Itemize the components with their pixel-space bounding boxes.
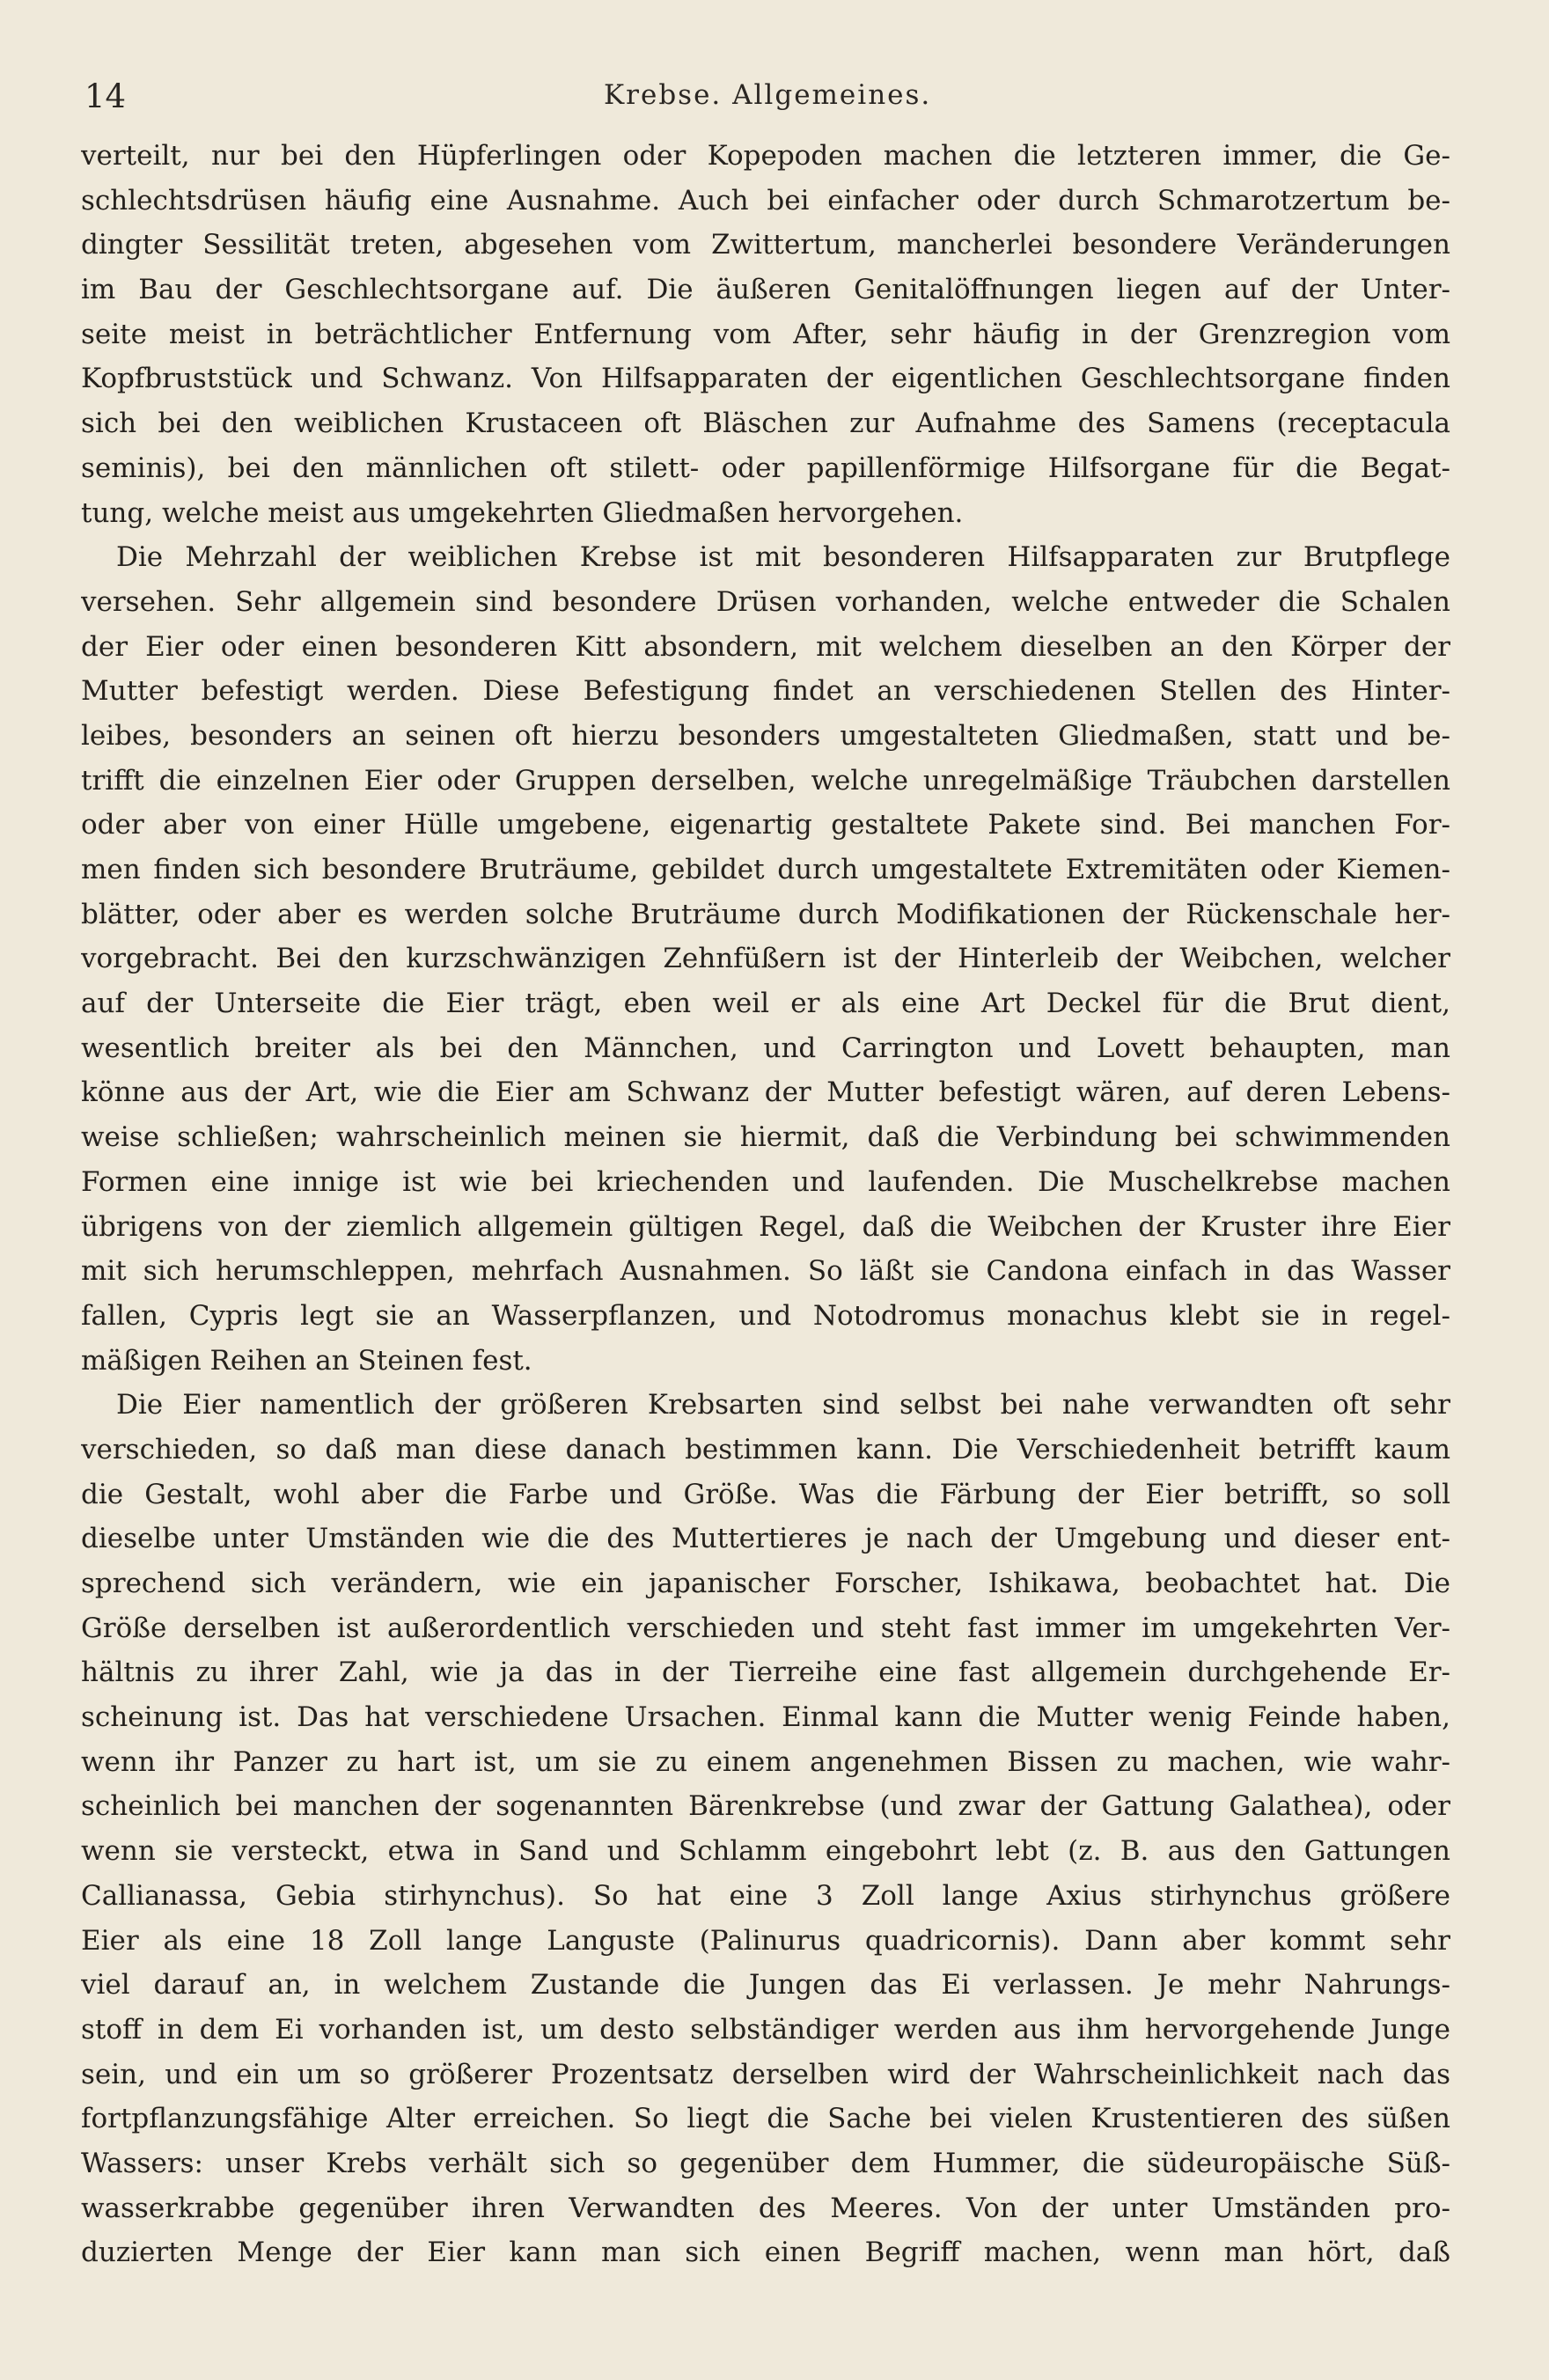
text-line: seite meist in beträchtlicher Entfernung vom After, sehr häufig in der Grenzregion vom (81, 318, 1450, 350)
text-line: sich bei den weiblichen Krustaceen oft Bläschen zur Aufnahme des Samens (receptacula (81, 408, 1450, 440)
text-line: duzierten Menge der Eier kann man sich einen Begriff machen, wenn man hört, daß (81, 2237, 1450, 2269)
paragraph (81, 1383, 1450, 2275)
text-line: der Eier oder einen besonderen Kitt absondern, mit welchem dieselben an den Körper der (81, 630, 1450, 663)
text-line: Mutter befestigt werden. Diese Befestigung findet an verschiedenen Stellen des Hinter- (81, 675, 1450, 708)
paragraph (81, 134, 1450, 535)
text-line: sein, und ein um so größerer Prozentsatz derselben wird der Wahrscheinlichkeit nach das (81, 2058, 1450, 2090)
text-line: blätter, oder aber es werden solche Bruträume durch Modifikationen der Rückenschale her- (81, 898, 1450, 930)
text-line: die Gestalt, wohl aber die Farbe und Größe. Was die Färbung der Eier betrifft, so soll (81, 1478, 1450, 1510)
text-line: sprechend sich verändern, wie ein japanischer Forscher, Ishikawa, beobachtet hat. Die (81, 1568, 1450, 1599)
text-line: weise schließen; wahrscheinlich meinen sie hiermit, daß die Verbindung bei schwimmenden (81, 1121, 1450, 1154)
text-line: viel darauf an, in welchem Zustande die Jungen das Ei verlassen. Je mehr Nahrungs- (81, 1969, 1450, 2002)
text-line: fallen, Cypris legt sie an Wasserpflanzen, und Notodromus monachus klebt sie in regel- (81, 1299, 1450, 1332)
text-line: Die Mehrzahl der weiblichen Krebse ist mit besonderen Hilfsapparaten zur Brutpflege (116, 541, 1450, 574)
page-header (84, 72, 1470, 125)
text-line: wesentlich breiter als bei den Männchen, und Carrington und Lovett behaupten, man (81, 1032, 1450, 1064)
text-line: oder aber von einer Hülle umgebene, eigenartig gestaltete Pakete sind. Bei manchen For- (81, 809, 1450, 841)
text-line: im Bau der Geschlechtsorgane auf. Die äußeren Genitalöffnungen liegen auf der Unter- (81, 274, 1450, 306)
running-head: Krebse. Allgemeines. (604, 79, 932, 111)
text-line: stoff in dem Ei vorhanden ist, um desto selbständiger werden aus ihm hervorgehende Junge (81, 2013, 1450, 2046)
text-line: Wassers: unser Krebs verhält sich so gegenüber dem Hummer, die südeuropäische Süß- (81, 2147, 1450, 2179)
text-line: dieselbe unter Umständen wie die des Muttertieres je nach der Umgebung und dieser ent- (81, 1523, 1450, 1555)
text-line: auf der Unterseite die Eier trägt, eben weil er als eine Art Deckel für die Brut dient, (81, 988, 1450, 1020)
text-line: dingter Sessilität treten, abgesehen vom Zwittertum, mancherlei besondere Veränderungen (81, 229, 1450, 261)
text-line: wenn sie versteckt, etwa in Sand und Schlamm eingebohrt lebt (z. B. aus den Gattungen (81, 1835, 1450, 1868)
text-line: Callianassa, Gebia stirhynchus). So hat eine 3 Zoll lange Axius stirhynchus größere (81, 1879, 1450, 1912)
text-line: wenn ihr Panzer zu hart ist, um sie zu einem angenehmen Bissen zu machen, wie wahr- (81, 1745, 1450, 1778)
text-line: wasserkrabbe gegenüber ihren Verwandten des Meeres. Von der unter Umständen pro- (81, 2192, 1450, 2224)
paragraph (81, 535, 1450, 1383)
text-line: Größe derselben ist außerordentlich verschieden und steht fast immer im umgekehrten Ver- (81, 1612, 1450, 1644)
page-number: 14 (84, 77, 127, 115)
text-line: trifft die einzelnen Eier oder Gruppen derselben, welche unregelmäßige Träubchen darstellen (81, 764, 1450, 797)
text-line: mäßigen Reihen an Steinen fest. (81, 1344, 532, 1377)
text-line: Kopfbruststück und Schwanz. Von Hilfsapparaten der eigentlichen Geschlechtsorgane finden (81, 363, 1450, 395)
text-line: schlechtsdrüsen häufig eine Ausnahme. Auch bei einfacher oder durch Schmarotzertum be- (81, 184, 1450, 217)
text-line: mit sich herumschleppen, mehrfach Ausnahmen. So läßt sie Candona einfach in das Wasser (81, 1255, 1450, 1288)
text-line: Die Eier namentlich der größeren Krebsarten sind selbst bei nahe verwandten oft sehr (116, 1389, 1450, 1421)
text-line: men finden sich besondere Bruträume, gebildet durch umgestaltete Extremitäten oder Kiemen- (81, 854, 1450, 885)
text-line: leibes, besonders an seinen oft hierzu besonders umgestalteten Gliedmaßen, statt und be- (81, 719, 1450, 752)
text-line: könne aus der Art, wie die Eier am Schwanz der Mutter befestigt wären, auf deren Lebens- (81, 1076, 1450, 1109)
text-line: verschieden, so daß man diese danach bestimmen kann. Die Verschiedenheit betrifft kaum (81, 1433, 1450, 1465)
body-text (81, 134, 1450, 2275)
text-line: vorgebracht. Bei den kurzschwänzigen Zehnfüßern ist der Hinterleib der Weibchen, welcher (81, 943, 1450, 975)
text-line: Eier als eine 18 Zoll lange Languste (Palinurus quadricornis). Dann aber kommt sehr (81, 1924, 1450, 1957)
text-line: Formen eine innige ist wie bei kriechenden und laufenden. Die Muschelkrebse machen (81, 1165, 1450, 1198)
text-line: seminis), bei den männlichen oft stilett- oder papillenförmige Hilfsorgane für die Begat- (81, 452, 1450, 484)
text-line: tung, welche meist aus umgekehrten Gliedmaßen hervorgehen. (81, 496, 964, 529)
text-line: fortpflanzungsfähige Alter erreichen. So liegt die Sache bei vielen Krustentieren des süßen (81, 2103, 1450, 2135)
text-line: scheinung ist. Das hat verschiedene Ursachen. Einmal kann die Mutter wenig Feinde haben, (81, 1701, 1450, 1734)
text-line: verteilt, nur bei den Hüpferlingen oder Kopepoden machen die letzteren immer, die Ge- (81, 140, 1450, 172)
text-line: übrigens von der ziemlich allgemein gültigen Regel, daß die Weibchen der Kruster ihre Eier (81, 1210, 1450, 1243)
text-line: versehen. Sehr allgemein sind besondere Drüsen vorhanden, welche entweder die Schalen (81, 585, 1450, 618)
text-line: hältnis zu ihrer Zahl, wie ja das in der Tierreihe eine fast allgemein durchgehende Er- (81, 1656, 1450, 1689)
text-line: scheinlich bei manchen der sogenannten Bärenkrebse (und zwar der Gattung Galathea), oder (81, 1790, 1450, 1823)
